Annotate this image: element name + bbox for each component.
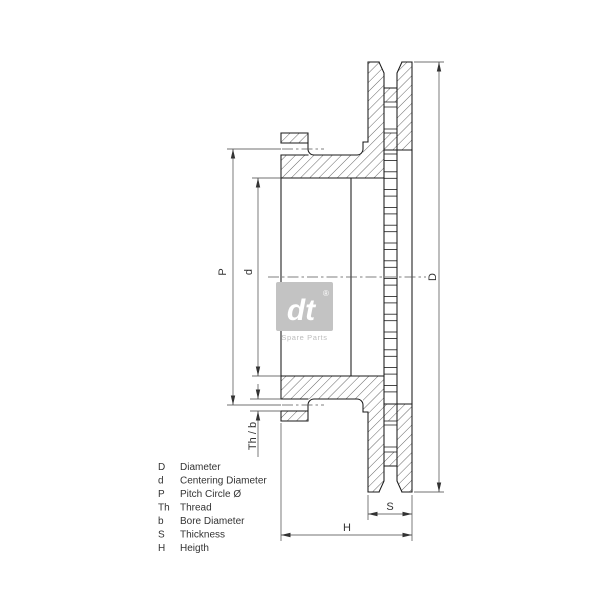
dimension-label-S: S [386, 501, 394, 513]
legend-row [158, 503, 212, 514]
dimension-label-thread-bore: Th / b [247, 421, 259, 451]
legend-description: Heigth [180, 543, 209, 554]
legend-description: Diameter [180, 462, 221, 473]
dt-logo-registered-icon: ® [323, 289, 329, 298]
legend-description: Pitch Circle Ø [180, 489, 242, 500]
dt-logo-wordmark: dt [286, 294, 316, 327]
legend-symbol: H [158, 543, 166, 554]
legend-description: Centering Diameter [180, 475, 267, 487]
dimension-label-d: d [243, 268, 255, 276]
legend-description: Bore Diameter [180, 516, 245, 527]
dimension-label-H: H [343, 522, 351, 534]
legend-symbol: d [158, 475, 164, 487]
legend-symbol: Th [158, 502, 170, 514]
dt-logo-subtitle: Spare Parts [281, 333, 328, 342]
dimension-label-D: D [427, 273, 439, 281]
dimension-label-P: P [217, 268, 229, 276]
legend-description: Thread [180, 502, 212, 514]
dt-logo [276, 282, 333, 342]
legend-symbol: D [158, 462, 166, 473]
legend-description: Thickness [180, 529, 226, 541]
legend-symbol: S [158, 529, 165, 541]
legend-symbol: b [158, 516, 164, 527]
legend-symbol: P [158, 489, 165, 500]
